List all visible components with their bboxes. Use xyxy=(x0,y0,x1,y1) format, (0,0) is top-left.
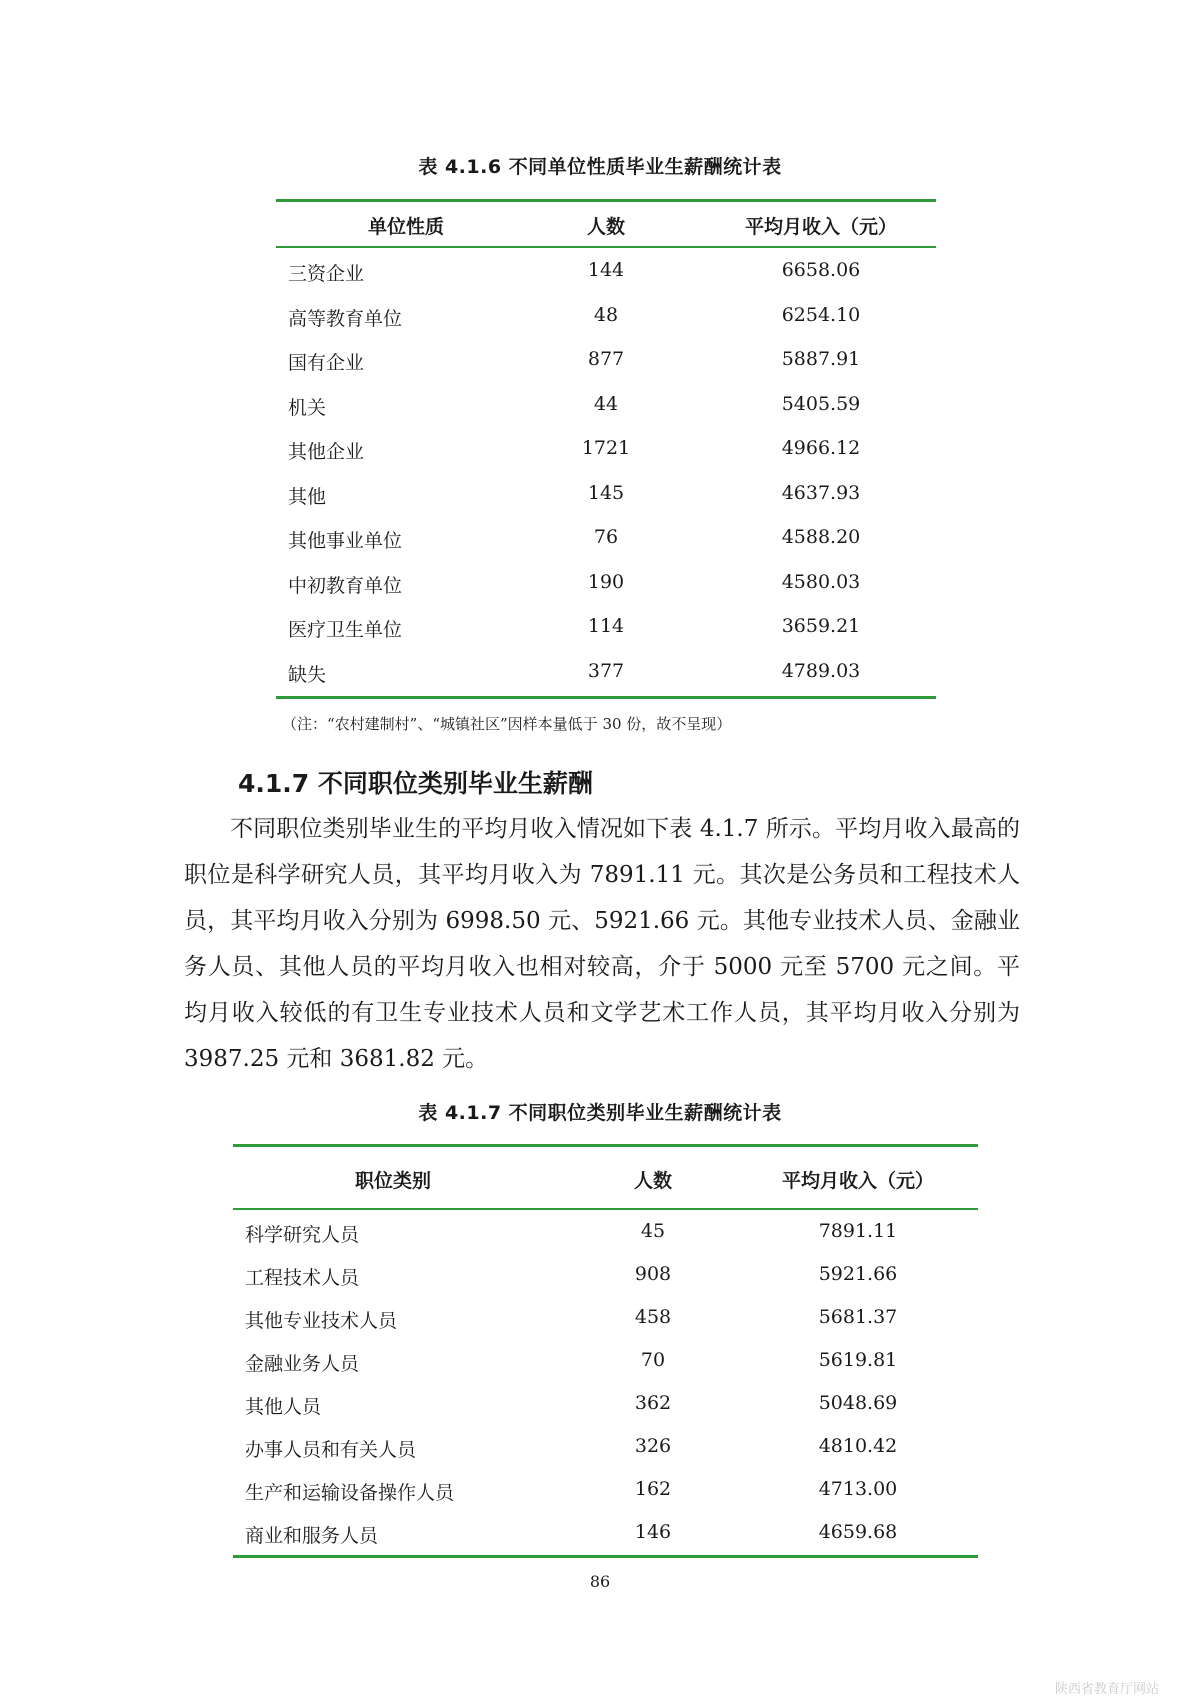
table-row xyxy=(233,1220,978,1246)
table-top-rule xyxy=(276,199,936,202)
cell-avg-income: 4810.42 xyxy=(818,1435,898,1457)
cell-count: 877 xyxy=(587,348,625,370)
header-count: 人数 xyxy=(633,1170,672,1192)
cell-count: 44 xyxy=(593,392,619,415)
cell-avg-income: 4659.68 xyxy=(818,1521,898,1543)
cell-unit-nature: 中初教育单位 xyxy=(288,574,403,597)
table-job-category xyxy=(233,1144,978,1558)
cell-count: 458 xyxy=(634,1306,672,1328)
page-number: 86 xyxy=(589,1572,611,1591)
cell-avg-income: 4588.20 xyxy=(781,526,861,548)
cell-count: 1721 xyxy=(581,437,631,459)
cell-avg-income: 4713.00 xyxy=(818,1478,898,1500)
cell-count: 362 xyxy=(634,1392,672,1414)
table-unit-nature xyxy=(276,199,936,699)
cell-job-category: 其他专业技术人员 xyxy=(245,1310,398,1332)
cell-avg-income: 6658.06 xyxy=(781,259,861,281)
cell-job-category: 工程技术人员 xyxy=(245,1267,360,1289)
cell-unit-nature: 缺失 xyxy=(288,663,327,686)
cell-count: 76 xyxy=(593,526,619,548)
cell-count: 190 xyxy=(587,570,625,593)
table-row xyxy=(276,304,936,330)
table-header xyxy=(233,1166,978,1192)
table-row xyxy=(233,1263,978,1289)
cell-avg-income: 4966.12 xyxy=(781,437,861,459)
table-top-rule xyxy=(233,1144,978,1147)
cell-unit-nature: 其他 xyxy=(288,485,327,508)
cell-avg-income: 3659.21 xyxy=(781,615,861,637)
cell-avg-income: 4637.93 xyxy=(781,481,861,504)
table-header-rule xyxy=(276,246,936,248)
cell-job-category: 生产和运输设备操作人员 xyxy=(245,1482,455,1504)
table-header xyxy=(276,212,936,238)
table-row xyxy=(233,1392,978,1418)
cell-unit-nature: 高等教育单位 xyxy=(288,307,403,330)
header-count: 人数 xyxy=(586,216,625,238)
cell-avg-income: 5681.37 xyxy=(818,1306,898,1328)
cell-unit-nature: 其他事业单位 xyxy=(288,530,403,552)
header-unit-nature: 单位性质 xyxy=(367,216,444,238)
header-avg-income: 平均月收入（元） xyxy=(744,216,897,238)
cell-avg-income: 5405.59 xyxy=(781,392,861,415)
table-row xyxy=(276,615,936,641)
watermark: 陕西省教育厅网站 xyxy=(1055,1682,1160,1697)
cell-unit-nature: 医疗卫生单位 xyxy=(288,619,403,641)
cell-avg-income: 5619.81 xyxy=(818,1349,898,1371)
cell-avg-income: 7891.11 xyxy=(818,1220,898,1242)
cell-count: 908 xyxy=(634,1263,672,1285)
table-caption: 表 4.1.7 不同职位类别毕业生薪酬统计表 xyxy=(418,1102,782,1124)
table-row xyxy=(276,259,936,285)
cell-avg-income: 4789.03 xyxy=(781,659,861,682)
cell-count: 70 xyxy=(640,1349,666,1371)
cell-count: 48 xyxy=(593,303,619,326)
table-bottom-rule xyxy=(233,1555,978,1558)
cell-unit-nature: 其他企业 xyxy=(288,441,365,463)
table-note: （注：“农村建制村”、“城镇社区”因样本量低于 30 份，故不呈现） xyxy=(282,715,732,733)
header-avg-income: 平均月收入（元） xyxy=(781,1170,934,1192)
section-title: 4.1.7 不同职位类别毕业生薪酬 xyxy=(238,769,593,798)
body-paragraph xyxy=(184,806,1020,1082)
cell-count: 145 xyxy=(587,481,625,504)
cell-job-category: 科学研究人员 xyxy=(245,1224,360,1246)
cell-job-category: 其他人员 xyxy=(245,1396,322,1418)
table-header-rule xyxy=(233,1208,978,1210)
cell-count: 377 xyxy=(587,659,625,682)
table-row xyxy=(233,1521,978,1547)
table-row xyxy=(276,482,936,508)
header-job-category: 职位类别 xyxy=(354,1170,431,1192)
cell-job-category: 办事人员和有关人员 xyxy=(245,1439,417,1461)
cell-count: 162 xyxy=(634,1478,672,1500)
cell-count: 144 xyxy=(587,259,625,281)
table-row xyxy=(233,1349,978,1375)
table-row xyxy=(233,1478,978,1504)
cell-count: 114 xyxy=(587,615,625,637)
cell-unit-nature: 国有企业 xyxy=(288,352,365,374)
table-row xyxy=(276,437,936,463)
cell-unit-nature: 机关 xyxy=(288,396,327,419)
table-bottom-rule xyxy=(276,696,936,699)
table-caption: 表 4.1.6 不同单位性质毕业生薪酬统计表 xyxy=(418,156,782,178)
cell-avg-income: 4580.03 xyxy=(781,570,861,593)
table-row xyxy=(276,348,936,374)
cell-count: 45 xyxy=(640,1220,666,1242)
cell-count: 146 xyxy=(634,1521,672,1543)
table-row xyxy=(233,1435,978,1461)
cell-job-category: 金融业务人员 xyxy=(245,1353,360,1375)
table-row xyxy=(233,1306,978,1332)
cell-avg-income: 5887.91 xyxy=(781,348,861,370)
cell-count: 326 xyxy=(634,1435,672,1457)
table-row xyxy=(276,571,936,597)
cell-avg-income: 5921.66 xyxy=(818,1263,898,1285)
table-row xyxy=(276,526,936,552)
cell-avg-income: 5048.69 xyxy=(818,1392,898,1414)
table-row xyxy=(276,660,936,686)
cell-unit-nature: 三资企业 xyxy=(288,263,365,285)
cell-avg-income: 6254.10 xyxy=(781,303,861,326)
cell-job-category: 商业和服务人员 xyxy=(245,1525,379,1547)
table-row xyxy=(276,393,936,419)
paragraph-text: 不同职位类别毕业生的平均月收入情况如下表 4.1.7 所示。平均月收入最高的职位是科学研究人员，其平均月收入为 7891.11 元。其次是公务员和工程技术人员，其平均月收入分别为 6998.50 元、5921.66 元。其他专业技术人员、金融业务人员、其他人员的平均月收入也相对较高，介于 5000 元至 5700 元之间。平均月收入较低的有卫生专业技术人员和文学艺术工作人员，其平均月收入分别为 3987.25 元和 3681.82 元。 xyxy=(184,816,1020,1072)
